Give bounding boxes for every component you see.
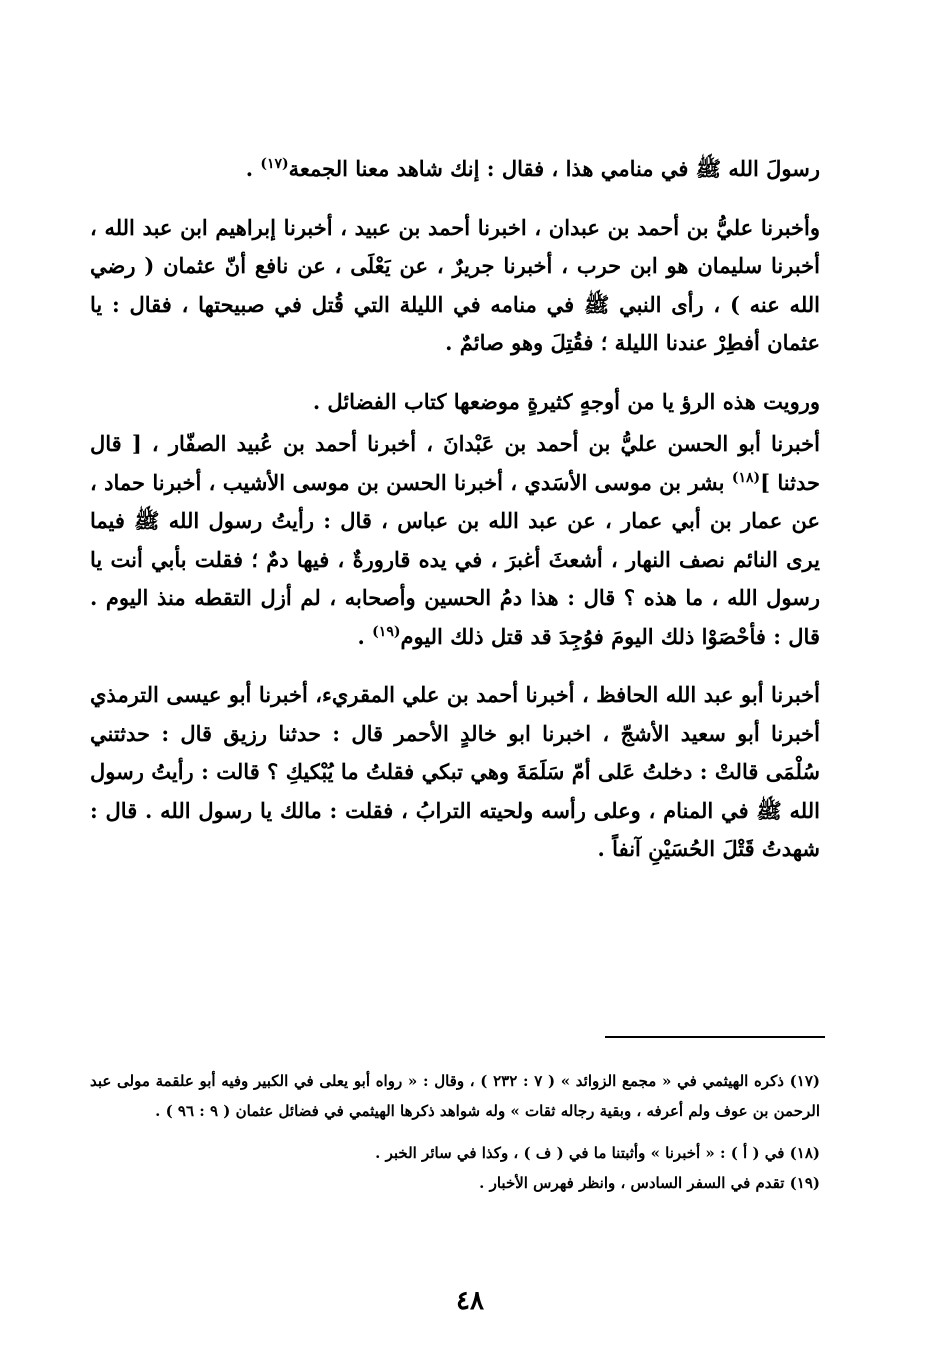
footnote-ref-17: (١٧) [260, 156, 289, 172]
footnote-18: (١٨) في ( أ ) : « أخبرنا » وأثبتنا ما في ( ف ) ، وكذا في سائر الخبر . [375, 1144, 820, 1162]
paragraph-4-text-b: بشر بن موسى الأسَدي ، أخبرنا الحسن بن موسى الأشيب ، أخبرنا حماد ، عن عمار بن أبي عمار ، عن عبد الله بن عباس ، قال : رأيتُ رسول الله ﷺ فيما يرى النائم نصف النهار ، أشعثَ أغبرَ ، في يده قارورةٌ ، فيها دمٌ ؛ فقلت بأبي أنت يا رسول الله ، ما هذه ؟ قال : هذا دمُ الحسين وأصحابه ، لم أزل التقطه منذ اليوم . قال : فأحْصَوْا ذلك اليومَ فوُجِدَ قد قتل ذلك اليوم [90, 469, 820, 649]
main-text [90, 150, 820, 869]
footnote-separator [605, 1036, 825, 1038]
footnotes [90, 1066, 820, 1198]
paragraph-1-text: رسولَ الله ﷺ في منامي هذا ، فقال : إنك شاهد معنا الجمعة [288, 156, 820, 181]
paragraph-1-end: . [245, 156, 254, 181]
paragraph-4-text-a: أخبرنا أبو الحسن عليُّ بن أحمد بن عَبْدانَ ، أخبرنا أحمد بن عُبيد الصفّار ، [ قال حدثنا ] [90, 431, 820, 495]
paragraph-5: أخبرنا أبو عبد الله الحافظ ، أخبرنا أحمد بن علي المقريء، أخبرنا أبو عيسى الترمذي أخبرنا أبو سعيد الأشجّ ، اخبرنا ابو خالدٍ الأحمر قال : حدثنا رزيق قال : حدثتني سُلْمَى قالتْ : دخلتُ عَلى أمّ سَلَمَةَ وهي تبكي فقلتُ ما يُبْكيكِ ؟ قالت : رأيتُ رسول الله ﷺ في المنام ، وعلى رأسه ولحيته الترابُ ، فقلت : مالك يا رسول الله . قال : شهدتُ قَتْلَ الحُسَيْنِ آنفاً . [90, 682, 820, 861]
paragraph-4 [90, 425, 820, 656]
footnote-19: (١٩) تقدم في السفر السادس ، وانظر فهرس الأخبار . [479, 1174, 820, 1192]
paragraph-4-end: . [357, 623, 365, 649]
footnote-17: (١٧) ذكره الهيثمي في « مجمع الزوائد » ( ٧ : ٢٣٢ ) ، وقال : « رواه أبو يعلى في الكبير وفيه أبو علقمة مولى عبد الرحمن بن عوف ولم أعرفه ، وبقية رجاله ثقات » وله شواهد ذكرها الهيثمي في فضائل عثمان ( ٩ : ٩٦ ) . [90, 1072, 820, 1120]
footnote-ref-18: (١٨) [731, 469, 761, 486]
page-number: ٤٨ [456, 1286, 484, 1316]
paragraph-1 [90, 150, 820, 189]
footnote-ref-19: (١٩) [372, 623, 401, 640]
paragraph-2: وأخبرنا عليُّ بن أحمد بن عبدان ، اخبرنا أحمد بن عبيد ، أخبرنا إبراهيم ابن عبد الله ، أخبرنا سليمان هو ابن حرب ، أخبرنا جريرٌ ، عن يَعْلَى ، عن نافع أنّ عثمان ( رضي الله عنه ) ، رأى النبي ﷺ في منامه في الليلة التي قُتل في صبيحتها ، فقال : يا عثمان أفطِرْ عندنا الليلة ؛ فقُتِلَ وهو صائمٌ . [90, 214, 820, 355]
paragraph-3: ورويت هذه الرؤ يا من أوجهٍ كثيرةٍ موضعها كتاب الفضائل . [312, 388, 820, 414]
